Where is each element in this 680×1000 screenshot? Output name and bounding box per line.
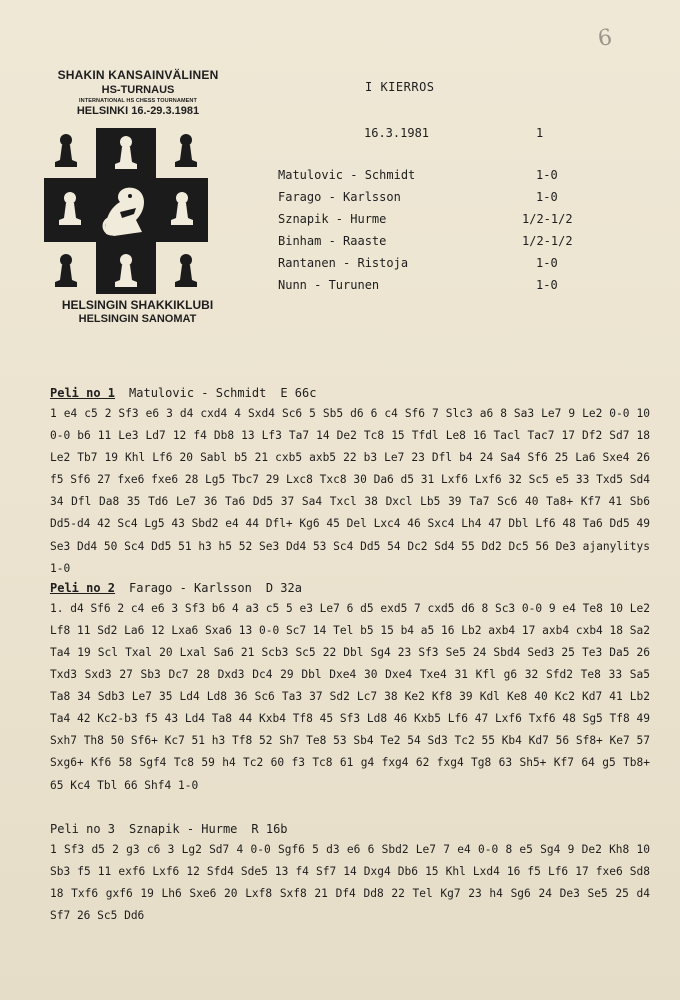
game-players: Sznapik - Hurme (129, 821, 238, 836)
game-header (50, 578, 650, 598)
game-moves: 1 Sf3 d5 2 g3 c6 3 Lg2 Sd7 4 0-0 Sgf6 5 d3 e6 6 Sbd2 Le7 7 e4 0-0 8 e5 Sg4 9 De2 Kh8 10 Sb3 f5 11 exf6 Lxf6 12 Sfd4 Sde5 13 f4 Sf7 14 Dxg4 Db6 15 Khl Lxd4 16 f5 Lf6 17 fxe6 Sd8 18 Txf6 gxf6 19 Lh6 Sxe6 20 Lxf8 Sxf8 21 Df4 Dd8 22 Tel Kg7 23 h4 Sg6 24 De3 Se5 25 d4 Sf7 26 Sc5 Dd6 (50, 842, 650, 922)
game-moves: 1 e4 c5 2 Sf3 e6 3 d4 cxd4 4 Sxd4 Sc6 5 Sb5 d6 6 c4 Sf6 7 Slc3 a6 8 Sa3 Le7 9 Le2 0-0 10 0-0 b6 11 Le3 Ld7 12 f4 Db8 13 Lf3 Ta7 14 De2 Tc8 15 Tfdl Le8 16 Tacl Tac7 17 Df2 Sd7 18 Le2 Tb7 19 Khl Lf6 20 Sabl b5 21 cxb5 axb5 22 b3 Le7 23 Dfl b4 24 Sa4 Sf6 25 La6 Sxe4 26 f5 Sf6 27 fxe6 fxe6 28 Lg5 Tbc7 29 Lxc8 Txc8 30 Da6 d5 31 Lxf6 Lxf6 32 Sc5 e5 33 Txd5 Sd4 34 Dfl Da8 35 Td6 Le7 36 Ta6 Dd5 37 Sa4 Txcl 38 Dxcl Lb5 39 Ta7 Sc6 40 Ta8+ Kf7 41 Sb6 Dd5-d4 42 Sc4 Lg5 43 Sbd2 e4 44 Dfl+ Kg6 45 Del Lxc4 46 Sxc4 Lh4 47 Dbl Lf6 48 Ta6 Dd5 49 Se3 Dd4 50 Sc4 Dd5 51 h3 h5 52 Se3 Dd4 53 Sc4 Dd5 54 Dc2 Sd4 55 Dd2 Dc5 56 De3 ajanylitys 1-0 (50, 407, 650, 575)
game-record (50, 578, 650, 797)
result-players: Binham - Raaste (278, 234, 387, 248)
game-header (50, 819, 650, 839)
newspaper-name: HELSINGIN SANOMAT (78, 313, 197, 325)
result-row (278, 212, 618, 234)
game-number: Peli no 2 (50, 580, 116, 595)
result-row (278, 168, 618, 190)
tournament-logo-text (38, 68, 238, 117)
result-score: 1-0 (536, 278, 558, 292)
result-row (278, 190, 618, 212)
result-row (278, 256, 618, 278)
result-row (278, 234, 618, 256)
result-players: Matulovic - Schmidt (278, 168, 416, 182)
chess-emblem-icon (44, 128, 208, 294)
result-players: Nunn - Turunen (278, 278, 380, 292)
result-score: 1-0 (536, 256, 558, 270)
game-number: Peli no 1 (50, 386, 116, 400)
game-opening-code: R 16b (251, 821, 288, 836)
result-players: Rantanen - Ristoja (278, 256, 409, 270)
result-row (278, 278, 618, 300)
game-scores (50, 383, 650, 927)
game-record (50, 383, 650, 580)
game-moves: 1. d4 Sf6 2 c4 e6 3 Sf3 b6 4 a3 c5 5 e3 Le7 6 d5 exd5 7 cxd5 d6 8 Sc3 0-0 9 e4 Te8 10 Le2 Lf8 11 Sd2 La6 12 Lxa6 Sxa6 13 0-0 Sc7 14 Tel b5 15 b4 a5 16 Lb2 axb4 17 axb4 cxb4 18 Sa2 Ta4 19 Scl Txal 20 Lxal Sa6 21 Scb3 Sc5 22 Dbl Sg4 23 Sf3 Se5 24 Sbd4 Sed3 25 Te3 Da5 26 Txd3 Sxd3 27 Sb3 Dc7 28 Dxd3 Dc4 29 Dbl Dxe4 30 Dxe4 Txe4 31 Kfl g6 32 Sfd2 Te8 33 Sa5 Ta8 34 Sdb3 Le7 35 Ld4 Ld8 36 Sc6 Ta3 37 Sd2 Lc7 38 Ke2 Kf8 39 Kdl Ke8 40 Kc2 Kd7 41 Lb2 Ta4 42 Kc2-b3 f5 43 Ld4 Ta8 44 Kxb4 Tf8 45 Sf3 Ld8 46 Kxb5 Lf6 47 Lxf6 Txf6 48 Sg5 Tf8 49 Sxh7 Th8 50 Sf6+ Kc7 51 h3 Tf8 52 Sh7 Te8 53 Sb4 Te2 54 Sd3 Tc2 55 Kb4 Kd7 56 Sf8+ Ke7 57 Sxg6+ Kf6 58 Sgf4 Tc8 59 h4 Tc2 60 f3 Tc8 61 g4 fxg4 62 fxg4 Tg8 63 Sh5+ Kf7 64 g5 Tb8+ 65 Kc4 Tbl 66 Shf4 1-0 (50, 601, 650, 792)
result-players: Sznapik - Hurme (278, 212, 387, 226)
round-date: 16.3.1981 (364, 126, 430, 140)
handwritten-page-mark: 6 (596, 25, 614, 52)
result-score: 1/2-1/2 (522, 234, 573, 248)
round-number: 1 (536, 126, 544, 140)
club-name: HELSINGIN SHAKKIKLUBI (61, 298, 214, 312)
game-players: Farago - Karlsson (129, 580, 252, 595)
round-title: I KIERROS (365, 80, 435, 94)
club-text (40, 298, 235, 325)
logo-english-title: INTERNATIONAL HS CHESS TOURNAMENT (79, 98, 197, 104)
game-number: Peli no 3 (50, 821, 116, 836)
logo-subtitle: HS-TURNAUS (101, 84, 175, 96)
result-score: 1/2-1/2 (522, 212, 573, 226)
results-list (278, 168, 618, 300)
logo-dates: HELSINKI 16.-29.3.1981 (76, 105, 200, 117)
game-opening-code: E 66c (280, 386, 317, 400)
result-players: Farago - Karlsson (278, 190, 401, 204)
logo-title: SHAKIN KANSAINVÄLINEN (57, 68, 219, 82)
game-players: Matulovic - Schmidt (129, 386, 267, 400)
game-opening-code: D 32a (265, 580, 302, 595)
result-score: 1-0 (536, 168, 558, 182)
result-score: 1-0 (536, 190, 558, 204)
game-record (50, 819, 650, 927)
game-header (50, 383, 650, 403)
